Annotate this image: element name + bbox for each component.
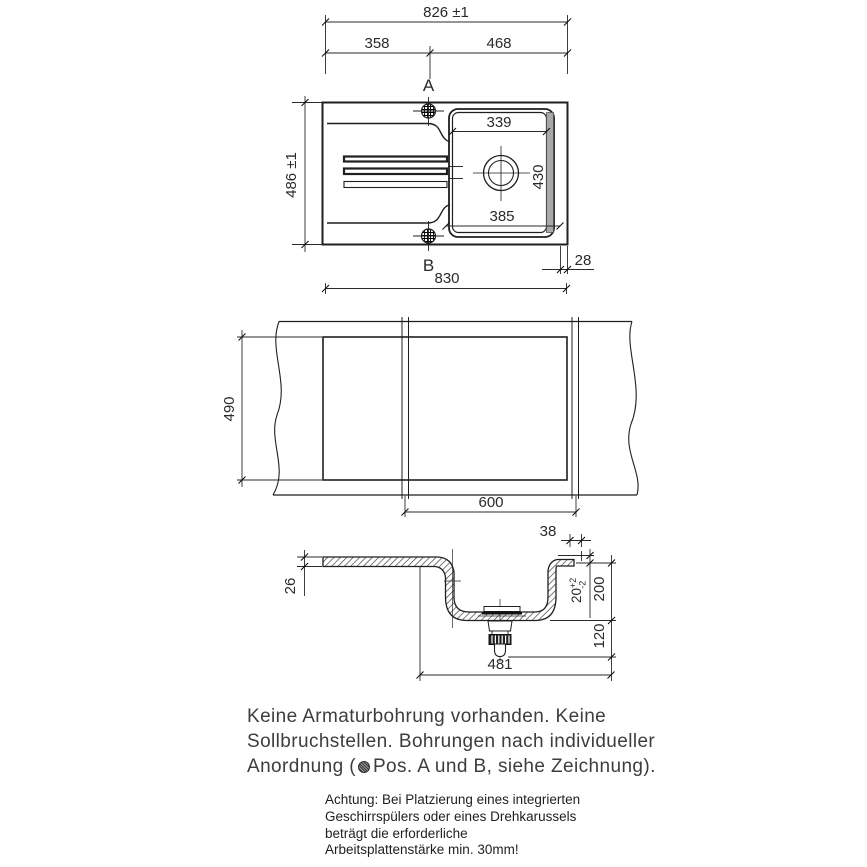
dim-cutout-width: 830 [434, 270, 460, 287]
cabinet-side-lines [402, 317, 579, 499]
warning-text [325, 792, 625, 859]
break-line-left [273, 322, 281, 496]
note-line-1: Keine Armaturbohrung vorhanden. Keine [247, 706, 607, 727]
dim-rim-height: $20^{+2}-2$ [568, 577, 588, 603]
note-line-3: Anordnung ( Pos. A und B, siehe Zeichnung). [247, 756, 656, 777]
dim-side-offset: 38 [539, 523, 557, 540]
sink-section-profile [323, 557, 574, 621]
dim-edge-offset: 28 [574, 252, 592, 269]
dim-hole-right: 468 [486, 35, 512, 52]
drain-assembly [482, 607, 522, 657]
dim-total-width: 826 ±1 [423, 4, 469, 21]
drain-tailpiece [495, 645, 506, 657]
dim-cabinet-width: 600 [478, 494, 504, 511]
dim-bowl-width: 481 [487, 656, 513, 673]
dim-total-depth: 486 ±1 [283, 152, 300, 198]
warning-line-2: Geschirrspülers oder eines Drehkarussels [325, 808, 577, 824]
warning-line-3: beträgt die erforderliche [325, 825, 468, 841]
warning-line-4: Arbeitsplattenstärke min. 30mm! [325, 842, 519, 858]
dim-rim-thickness: 26 [282, 577, 299, 595]
note-text [247, 704, 677, 779]
note-line-2: Sollbruchstellen. Bohrungen nach individueller [247, 731, 656, 752]
drainboard-top-edge [327, 124, 450, 143]
drain-centerlines [473, 146, 530, 201]
dim-cutout-depth: 490 [221, 396, 238, 422]
dim-bowl-top-width: 339 [486, 114, 512, 131]
hole-b-label: B [422, 256, 435, 275]
cutout-outline [323, 337, 567, 480]
dim-bowl-depth: 200 [591, 576, 608, 602]
warning-line-1: Achtung: Bei Platzierung eines integrierten [325, 792, 581, 807]
drainboard-ribs [344, 157, 447, 188]
break-line-right [629, 322, 638, 496]
cutout-view [273, 317, 638, 499]
section-view [323, 549, 574, 662]
drill-point-b-icon [413, 221, 444, 251]
dim-bowl-length: 430 [530, 164, 547, 190]
drill-point-a-icon [413, 97, 444, 126]
drainboard-bottom-edge [327, 205, 450, 224]
dim-hole-left: 358 [364, 35, 390, 52]
dim-drain-height: 120 [591, 623, 608, 649]
dim-bowl-bottom-width: 385 [489, 208, 515, 225]
hole-a-label: A [422, 76, 435, 95]
drill-position-icon [358, 761, 370, 773]
